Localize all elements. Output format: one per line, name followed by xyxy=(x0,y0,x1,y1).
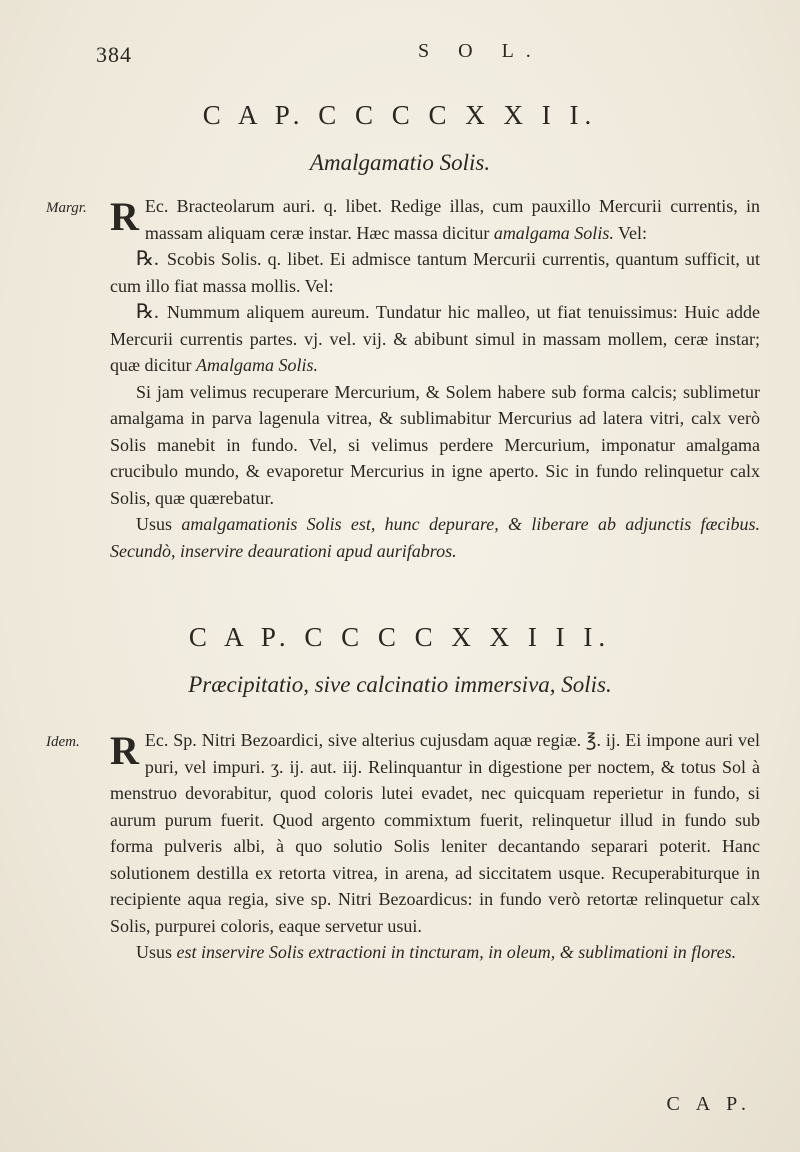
paragraph-1 xyxy=(110,193,760,246)
paragraph-text: Vel: xyxy=(618,222,648,243)
recipe-symbol: ℞. xyxy=(136,248,159,270)
paragraph-text: Ec. Sp. Nitri Bezoardici, sive alterius cujusdam aquæ regiæ. ℥. ij. Ei impone auri vel puri, vel impuri. ʒ. ij. aut. iij. Relinquantur in digestione per noctem, & totus Sol à menstruo devorabitur, quod coloris lutei evadet, nec quicquam reperietur in fundo, si aurum purum fuerit. Quod argento commixtum fuerit, relinquetur illud in fundo sub forma pulveris albi, à quo solutio Solis leniter decantando separari poterit. Hanc solutionem destilla ex retorta vitrea, in arena, ad siccitatem usque. Recuperabiturque in recipiente aqua regia, sive sp. Nitri Bezoardicus: in fundo verò retortæ relinquetur calx Solis, purpurei coloris, eaque servetur usui. xyxy=(110,730,760,936)
paragraph-italic: est inservire Solis extractioni in tincturam, in oleum, & sublimationi in flores. xyxy=(176,942,737,962)
paragraph-italic: amalgama Solis. xyxy=(493,222,614,243)
paragraph-3 xyxy=(110,299,760,379)
paragraph-italic: Amalgama Solis. xyxy=(196,355,319,375)
drop-capital: R xyxy=(110,194,139,239)
chapter-body-422 xyxy=(110,193,760,564)
chapter-subtitle-423: Præcipitatio, sive calcinatio immersiva, Solis. xyxy=(188,672,612,697)
running-head xyxy=(96,36,760,66)
chapter-title-422: C A P. C C C C X X I I. xyxy=(202,100,598,130)
chapter-body-423 xyxy=(110,727,760,966)
paragraph-4 xyxy=(110,379,760,512)
drop-capital: R xyxy=(110,728,139,773)
paragraph-2 xyxy=(110,246,760,299)
running-title: S O L. xyxy=(418,40,543,62)
paragraph-text: Usus xyxy=(136,514,173,534)
chapter-title-423: C A P. C C C C X X I I I. xyxy=(188,622,612,652)
chapter-subtitle-422: Amalgamatio Solis. xyxy=(309,150,491,175)
paragraph-5 xyxy=(110,511,760,564)
paragraph-text: Si jam velimus recuperare Mercurium, & Solem habere sub forma calcis; sublimetur amalgama in parva lagenula vitrea, & sublimabitur Mercurius ad latera vitri, calx verò Solis manebit in fundo. Vel, si velimus perdere Mercurium, imponatur amalgama crucibulo mundo, & evaporetur Mercurius in igne aperto. Sic in fundo relinquetur calx Solis, quæ quærebatur. xyxy=(110,381,760,508)
paragraph-text: Nummum aliquem aureum. Tundatur hic malleo, ut fiat tenuissimus: Huic adde Mercurii currentis partes. vj. vel. vij. & abibunt simul in massam mollem, ceræ instar; quæ dicitur xyxy=(110,302,760,375)
catchword: C A P. xyxy=(666,1093,752,1115)
paragraph-italic: amalgamationis Solis est, hunc depurare, & liberare ab adjunctis fæcibus. Secundò, inservire deaurationi apud aurifabros. xyxy=(110,514,761,561)
paragraph-text: Ec. Bracteolarum auri. q. libet. Redige illas, cum pauxillo Mercurii currentis, in massam aliquam ceræ instar. Hæc massa dicitur xyxy=(144,196,760,243)
margin-note-idem: Idem. xyxy=(46,734,80,750)
margin-note-margr: Margr. xyxy=(46,200,87,216)
paragraph-text: Scobis Solis. q. libet. Ei admisce tantum Mercurii currentis, quantum sufficit, ut cum illo fiat massa mollis. Vel: xyxy=(110,249,760,296)
page-number: 384 xyxy=(96,42,132,67)
paragraph-text: Usus xyxy=(136,942,173,962)
paragraph-2 xyxy=(110,939,760,966)
paragraph-1 xyxy=(110,727,760,939)
recipe-symbol: ℞. xyxy=(136,301,159,323)
